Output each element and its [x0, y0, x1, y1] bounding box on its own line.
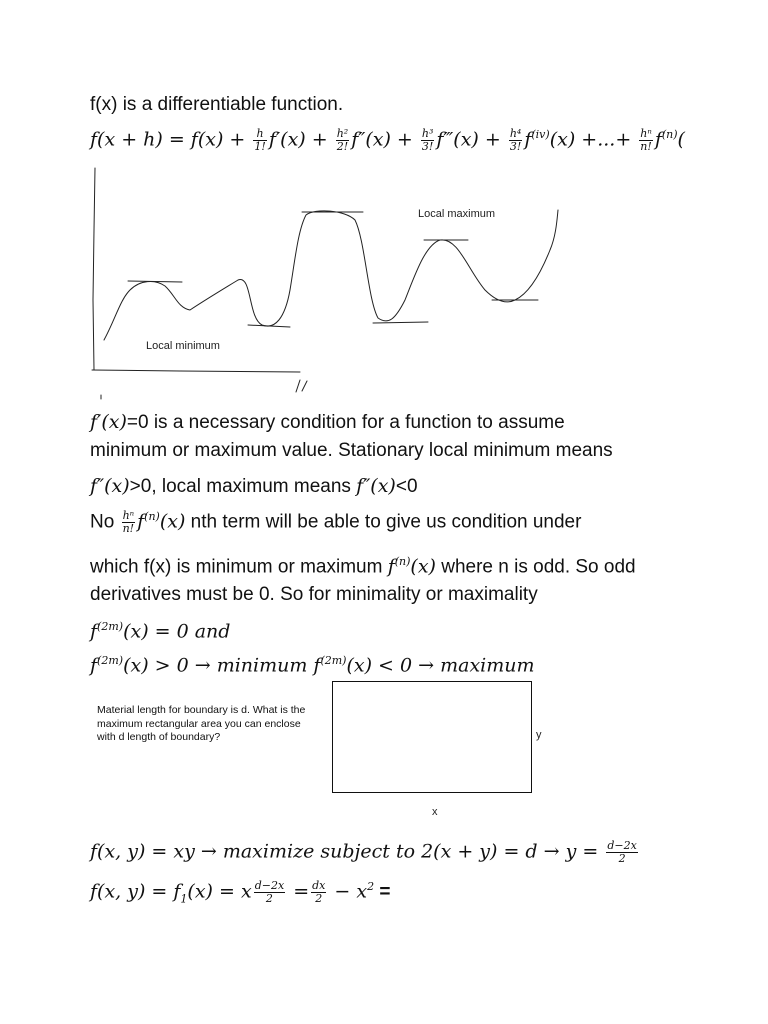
- tangent-1: [128, 281, 182, 282]
- para2-no: No: [90, 511, 120, 533]
- frac-num: h²: [336, 127, 349, 140]
- frac-den: 2!: [336, 140, 349, 153]
- c1-sup: (2m): [97, 620, 124, 633]
- label-x: x: [432, 806, 438, 818]
- taylor-term-4-f: f: [524, 128, 532, 151]
- eq2-eq: =: [287, 880, 310, 903]
- frac-num: d−2x: [254, 879, 285, 892]
- para1-line3: [90, 475, 418, 498]
- c2-rest: (x) > 0 → minimum: [123, 654, 314, 677]
- c1-f: f: [90, 620, 98, 643]
- para2-l2-sup: (n): [394, 555, 411, 568]
- frac-num: hⁿ: [640, 127, 652, 140]
- tangent-4: [373, 322, 428, 323]
- frac-num: dx: [312, 879, 326, 892]
- label-local-maximum: Local maximum: [418, 208, 496, 220]
- eq2-mid: (x) = x: [187, 880, 252, 903]
- equation-2: [90, 880, 390, 905]
- eq2-minus: − x: [328, 880, 368, 903]
- para2-fn-x: (x): [159, 510, 186, 533]
- frac-num: h: [253, 128, 266, 141]
- condition-2: [90, 654, 535, 676]
- c3-sup: (2m): [320, 654, 347, 667]
- y-axis: [93, 168, 95, 370]
- frac-num: hⁿ: [122, 509, 135, 522]
- para2-fn-sup: (n): [144, 510, 160, 524]
- equation-1: [90, 840, 640, 865]
- frac-num: h³: [421, 127, 434, 140]
- frac-num: h⁴: [509, 127, 522, 140]
- para2-l2-f: f: [387, 555, 395, 578]
- rectangle-figure: [332, 681, 532, 793]
- function-curve: [104, 210, 558, 340]
- condition-1: [90, 620, 230, 642]
- taylor-term-4-tail: (x) +...+: [549, 128, 638, 151]
- fdoubleprime-x: f″(x): [90, 475, 130, 497]
- para2-fn: f: [137, 510, 145, 533]
- taylor-lhs: f(x + h) = f(x) +: [90, 128, 252, 151]
- taylor-term-2: f″(x) +: [351, 128, 419, 151]
- taylor-term-n-tail: (: [677, 128, 685, 151]
- para2-text-2a: which f(x) is minimum or maximum: [90, 556, 388, 578]
- para2-line3: derivatives must be 0. So for minimality or maximality: [90, 584, 538, 605]
- taylor-term-3: f‴(x) +: [436, 128, 507, 151]
- frac-den: 1!: [254, 140, 266, 153]
- eq1-frac: [606, 840, 637, 865]
- para2-text-1: nth term will be able to give us condition under: [185, 511, 582, 533]
- para1-text-3-end: <0: [395, 476, 418, 497]
- para2-line1: [90, 510, 581, 535]
- fprime-x: f′(x): [90, 411, 127, 433]
- axis-hatch-1: [296, 380, 300, 392]
- label-y: y: [536, 729, 542, 741]
- eq2-frac-2: [311, 880, 326, 905]
- para2-l2-x: (x): [410, 555, 436, 578]
- para2-line2: [90, 555, 636, 578]
- eq2-sub: 1: [180, 892, 188, 906]
- c3-f: f: [313, 654, 321, 677]
- c2-f: f: [90, 654, 98, 677]
- para2-frac: [122, 510, 136, 535]
- problem-text: Material length for boundary is d. What is the maximum rectangular area you can enclose with d length of boundary?: [97, 704, 306, 743]
- para1-line1: [90, 411, 565, 434]
- frac-den: 2: [265, 892, 273, 905]
- frac-den: 3!: [509, 140, 522, 153]
- para1-line2: minimum or maximum value. Stationary local minimum means: [90, 440, 613, 461]
- frac-num: d−2x: [607, 839, 637, 852]
- para1-text-1: =0 is a necessary condition for a function to assume: [126, 412, 565, 433]
- eq2-lhs: f(x, y) = f: [90, 880, 181, 903]
- frac-den: 2: [618, 852, 626, 865]
- fdoubleprime-x-2: f″(x): [356, 475, 396, 497]
- c1-rest: (x) = 0 and: [123, 620, 231, 643]
- c2-sup: (2m): [97, 654, 124, 667]
- taylor-term-n-f: f: [654, 128, 662, 151]
- frac-den: 3!: [421, 140, 434, 153]
- label-local-minimum: Local minimum: [146, 340, 220, 352]
- eq1-text: f(x, y) = xy → maximize subject to 2(x + y) = d → y =: [90, 840, 605, 863]
- taylor-term-n-sup: (n): [661, 128, 678, 142]
- frac-den: n!: [640, 140, 652, 153]
- axis-hatch-2: [302, 381, 307, 391]
- taylor-term-4-sup: (iv): [531, 128, 550, 142]
- eq2-frac-1: [254, 880, 285, 905]
- eq2-sup: 2: [367, 880, 375, 894]
- para2-text-2b: where n is odd. So odd: [435, 556, 636, 578]
- intro-text: f(x) is a differentiable function.: [90, 94, 344, 115]
- c3-rest: (x) < 0 → maximum: [346, 654, 535, 677]
- para1-text-3: >0, local maximum means: [129, 476, 357, 497]
- eq2-end: =: [374, 881, 391, 903]
- x-axis: [92, 370, 300, 372]
- tangent-2: [248, 325, 290, 327]
- frac-den: 2: [315, 892, 323, 905]
- frac-den: n!: [122, 522, 135, 535]
- taylor-term-1: f′(x) +: [268, 128, 334, 151]
